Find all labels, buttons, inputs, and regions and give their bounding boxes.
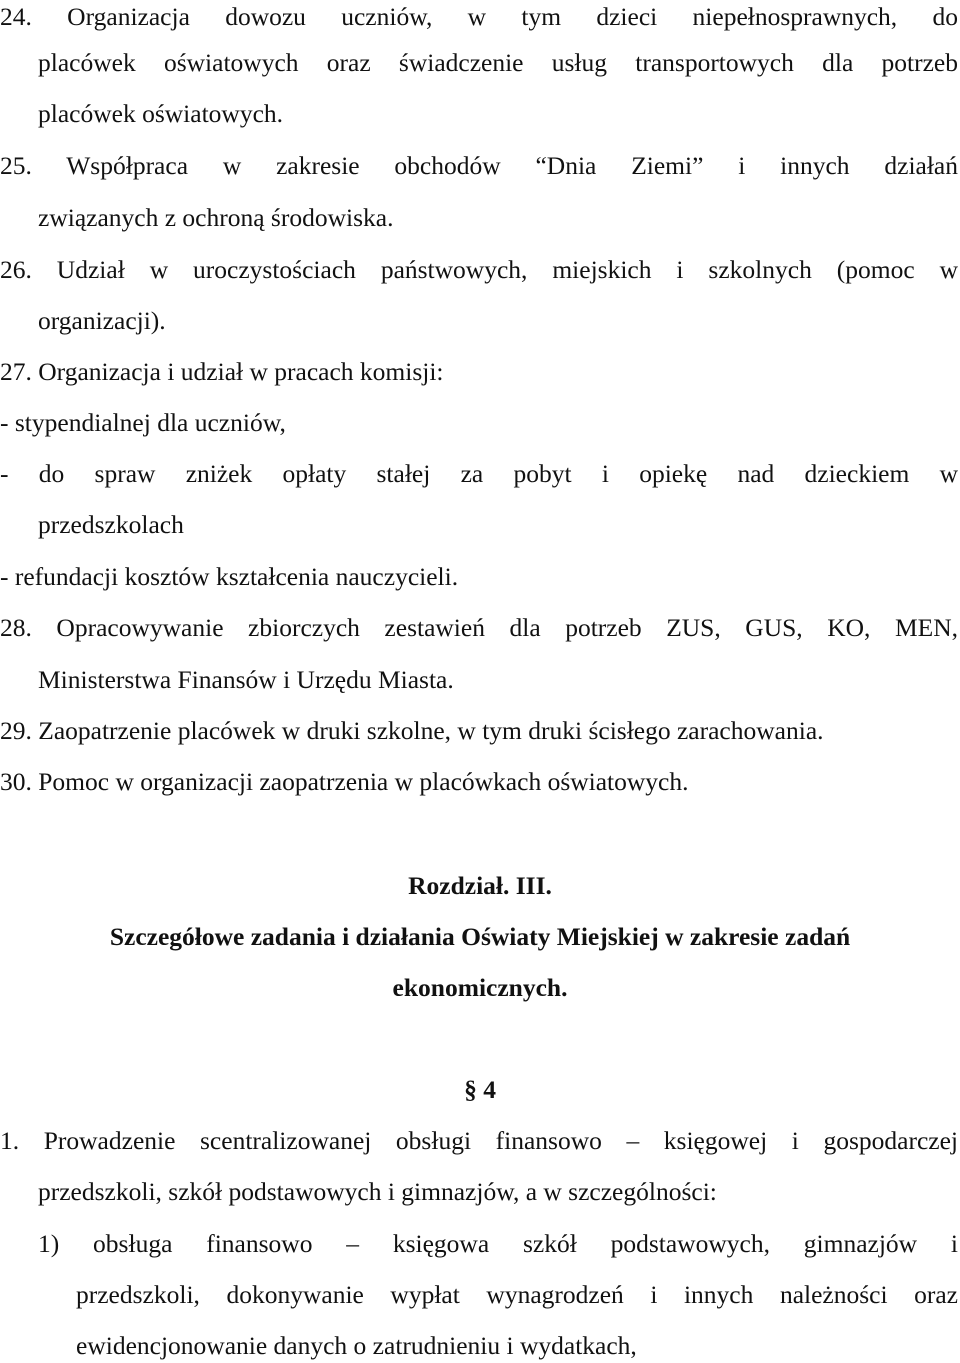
item-24-line-1: 24. Organizacja dowozu uczniów, w tym dzieci niepełnosprawnych, do bbox=[0, 2, 958, 31]
econ-subpoint-1-line-3: ewidencjonowanie danych o zatrudnieniu i wydatkach, bbox=[76, 1331, 637, 1360]
item-29-line-1: 29. Zaopatrzenie placówek w druki szkolne, w tym druki ścisłego zarachowania. bbox=[0, 716, 824, 745]
econ-point-1-line-1: 1. Prowadzenie scentralizowanej obsługi finansowo – księgowej i gospodarczej bbox=[0, 1126, 958, 1155]
section-heading: § 4 bbox=[464, 1075, 496, 1104]
econ-subpoint-1-line-2: przedszkoli, dokonywanie wypłat wynagrodzeń i innych należności oraz bbox=[76, 1280, 958, 1309]
item-25-line-2: związanych z ochroną środowiska. bbox=[38, 203, 394, 232]
item-28-line-2: Ministerstwa Finansów i Urzędu Miasta. bbox=[38, 665, 454, 694]
item-26-line-1: 26. Udział w uroczystościach państwowych, miejskich i szkolnych (pomoc w bbox=[0, 255, 958, 284]
item-26-line-2: organizacji). bbox=[38, 306, 166, 335]
chapter-label: Rozdział. III. bbox=[408, 871, 552, 900]
commission-item: - stypendialnej dla uczniów, bbox=[0, 408, 286, 437]
item-27-line-1: 27. Organizacja i udział w pracach komisji: bbox=[0, 357, 444, 386]
item-25-line-1: 25. Współpraca w zakresie obchodów “Dnia Ziemi” i innych działań bbox=[0, 151, 958, 180]
chapter-title-line-1: Szczegółowe zadania i działania Oświaty Miejskiej w zakresie zadań bbox=[109, 922, 851, 951]
item-30-line-1: 30. Pomoc w organizacji zaopatrzenia w placówkach oświatowych. bbox=[0, 767, 689, 796]
commission-item: - do spraw zniżek opłaty stałej za pobyt i opiekę nad dzieckiem w bbox=[0, 459, 958, 488]
item-24-line-3: placówek oświatowych. bbox=[38, 99, 284, 128]
item-28-line-1: 28. Opracowywanie zbiorczych zestawień dla potrzeb ZUS, GUS, KO, MEN, bbox=[0, 613, 958, 642]
commission-item-continuation: przedszkolach bbox=[38, 510, 184, 539]
commission-item: - refundacji kosztów kształcenia nauczycieli. bbox=[0, 562, 459, 591]
econ-point-1-line-2: przedszkoli, szkół podstawowych i gimnazjów, a w szczególności: bbox=[38, 1177, 717, 1206]
econ-subpoint-1-line-1: 1) obsługa finansowo – księgowa szkół podstawowych, gimnazjów i bbox=[38, 1229, 958, 1258]
item-24-line-2: placówek oświatowych oraz świadczenie usług transportowych dla potrzeb bbox=[38, 48, 958, 77]
chapter-title-line-2: ekonomicznych. bbox=[392, 973, 568, 1002]
